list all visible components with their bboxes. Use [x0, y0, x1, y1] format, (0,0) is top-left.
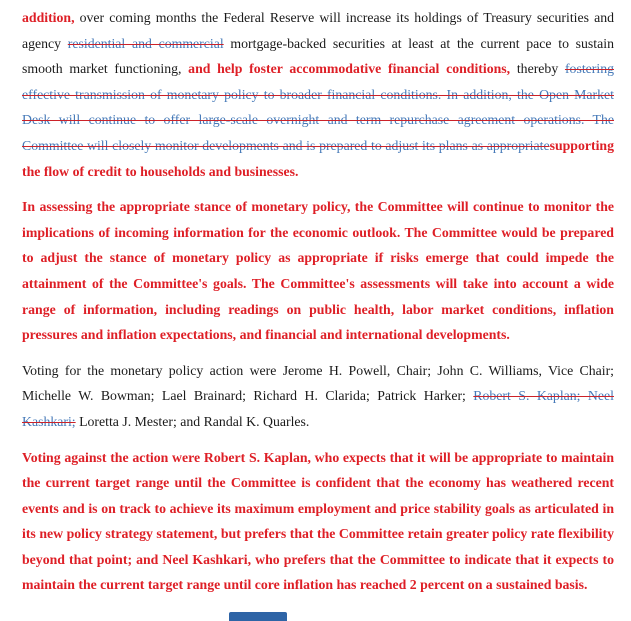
paragraph-voting-for [22, 358, 614, 435]
deleted-text: Robert S. Kaplan; Neel Kashkari; [22, 388, 614, 429]
body-text: Loretta J. Mester; and Randal K. Quarles. [75, 413, 310, 429]
added-text: addition, [22, 10, 75, 25]
body-text: thereby [510, 61, 565, 77]
paragraph-open-market-operations [22, 5, 614, 184]
added-text: Voting against the action were Robert S. Kaplan, who expects that it will be appropriate to maintain the current target range until the Committee is confident that the economy has weathered recent events and is on track to achieve its maximum employment and price stability goals as articulated in its new policy strategy statement, but prefers that the Committee retain greater policy rate flexibility beyond that point; and Neel Kashkari, who prefers that the Committee to indicate that it expects to maintain the current target range until core inflation has reached 2 percent on a sustained basis. [22, 449, 614, 593]
body-text: Voting for the monetary policy action were Jerome H. Powell, Chair; John C. Williams, Vice Chair; Michelle W. Bowman; Lael Brainard; Richard H. Clarida; Patrick Harker; [22, 362, 614, 404]
added-text: In assessing the appropriate stance of monetary policy, the Committee will continue to monitor the implications of incoming information for the economic outlook. The Committee would be prepared to adjust the stance of monetary policy as appropriate if risks emerge that could impede the attainment of the Committee's goals. The Committee's assessments will take into account a wide range of information, including readings on public health, labor market conditions, inflation pressures and inflation expectations, and financial and international developments. [22, 199, 614, 343]
body-text: mortgage-backed securities at least at the current pace to sustain smooth market functioning, [22, 35, 614, 77]
body-text: over coming months the Federal Reserve will increase its holdings of Treasury securities and agency [22, 10, 614, 51]
paragraph-policy-stance [22, 194, 614, 348]
deleted-text: residential and commercial [67, 35, 224, 51]
added-text: and help foster accommodative financial conditions, [188, 61, 511, 77]
added-text: supporting the flow of credit to households and businesses. [22, 137, 614, 179]
paragraph-voting-against [22, 445, 614, 599]
statement-text [22, 5, 614, 608]
deleted-text: fostering effective transmission of monetary policy to broader financial conditions. In addition, the Open Market Desk will continue to offer large-scale overnight and term repurchase agreement operations. The Committee will closely monitor developments and is prepared to adjust its plans as appropriate [22, 61, 614, 153]
partial-blue-button[interactable] [229, 612, 287, 621]
